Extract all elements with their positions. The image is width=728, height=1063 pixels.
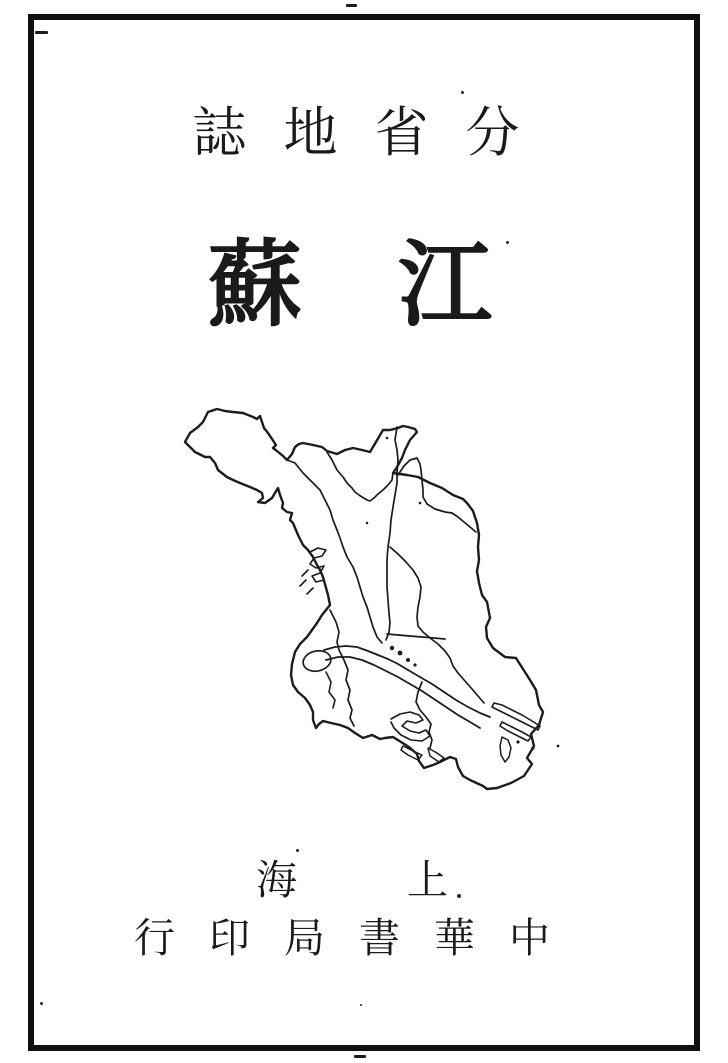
main-title-char: 蘇 <box>207 230 302 340</box>
internal-boundary-south-bulge <box>330 610 354 726</box>
lake-outline <box>301 648 333 673</box>
scan-artifact-dash <box>35 31 48 34</box>
taihu-island-hook <box>391 712 430 741</box>
scan-speck <box>40 1002 43 1005</box>
jiangsu-map-svg <box>140 380 620 810</box>
publisher-char: 書 <box>359 914 400 962</box>
scan-artifact-tick <box>354 1055 366 1058</box>
city-char: 海 <box>256 856 297 904</box>
scan-speck <box>360 1004 362 1006</box>
series-title-char: 地 <box>283 101 338 164</box>
publisher-char: 印 <box>209 914 250 962</box>
publisher-char: 華 <box>434 914 475 962</box>
lake-chain-dash <box>307 588 313 594</box>
internal-boundary-north-v <box>327 452 393 501</box>
scan-speck <box>296 849 299 852</box>
series-title-char: 分 <box>465 101 520 164</box>
internal-boundary-grand-canal <box>287 460 382 643</box>
publisher-char: 行 <box>134 914 175 962</box>
book-main-title <box>14 230 686 340</box>
jiangsu-province-map <box>140 380 620 810</box>
shanghai-sliver-island <box>500 737 511 762</box>
publisher-char: 局 <box>284 914 325 962</box>
publisher-city-line <box>16 856 688 904</box>
internal-boundary-central-vertical <box>386 427 398 640</box>
lake-chain-dash <box>302 570 308 576</box>
main-title-char: 江 <box>398 230 493 340</box>
scan-artifact-tick <box>346 4 357 7</box>
publisher-imprint-line <box>6 914 678 962</box>
publisher-char: 中 <box>509 914 550 962</box>
series-title-char: 誌 <box>192 101 247 164</box>
scan-speck <box>461 91 464 94</box>
internal-boundary-horizontal <box>387 634 445 639</box>
internal-boundary-lake-south <box>326 672 335 708</box>
series-title-char: 省 <box>374 101 429 164</box>
series-title <box>20 101 692 164</box>
taihu-island-strip <box>428 748 444 762</box>
internal-boundary-northeast <box>398 458 476 532</box>
city-char: 上 <box>407 856 448 904</box>
lake-chain-dash <box>300 580 306 586</box>
map-town-marks <box>366 437 560 750</box>
chongming-island-strip <box>492 703 540 730</box>
